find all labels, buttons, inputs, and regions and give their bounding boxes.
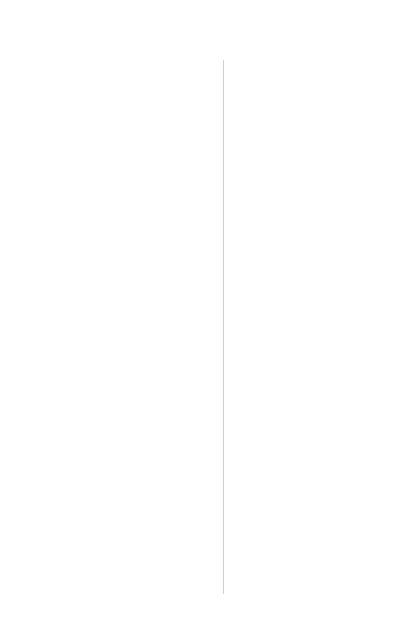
column-divider bbox=[223, 60, 224, 594]
